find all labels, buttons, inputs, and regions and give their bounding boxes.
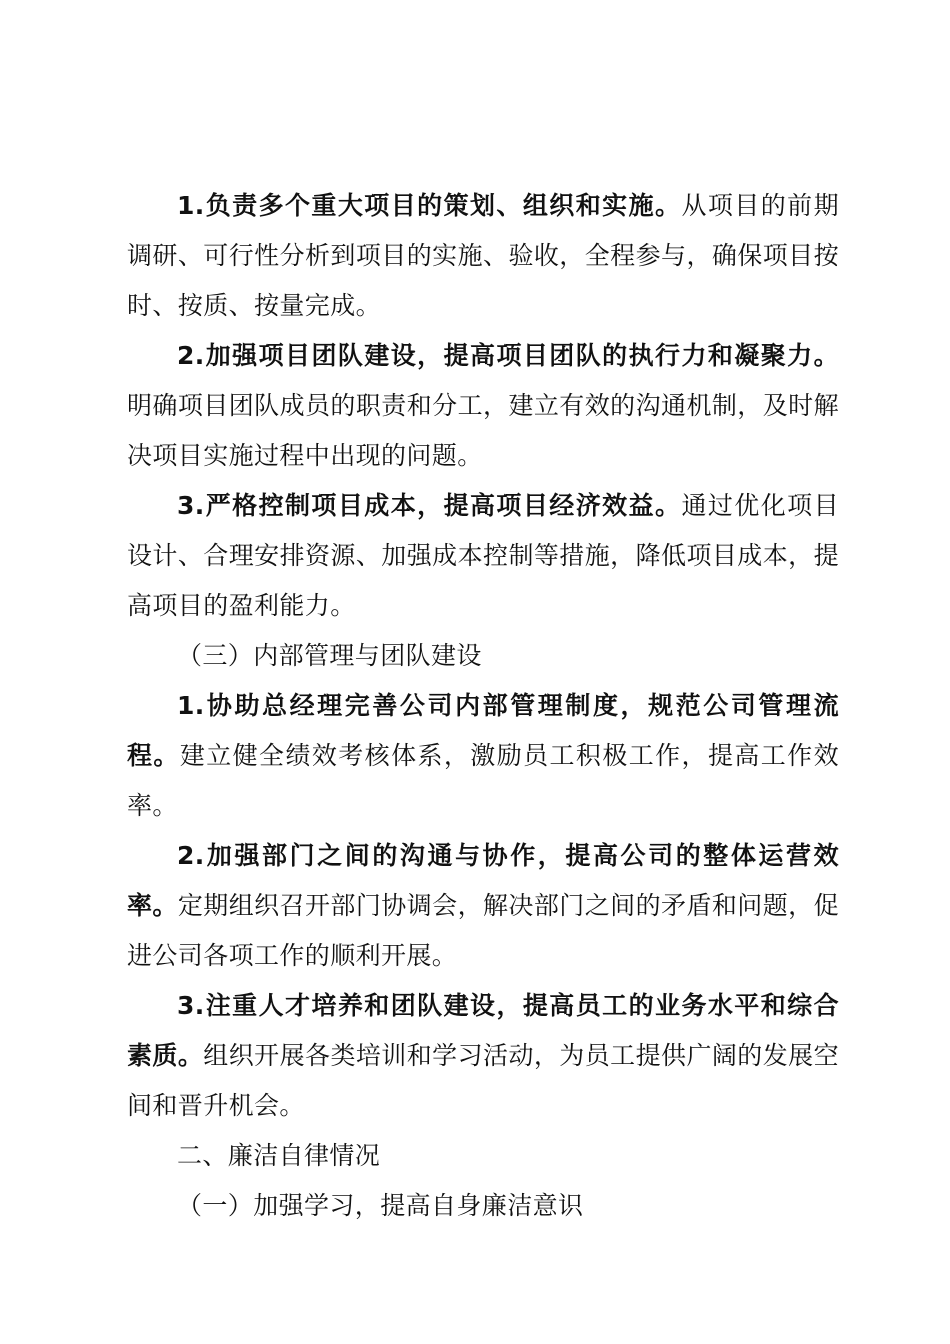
- paragraph-department-communication: [127, 831, 839, 981]
- paragraph-management-system: [127, 681, 839, 831]
- paragraph-text: 组织开展各类培训和学习活动，为员工提供广阔的发展空间和晋升机会。: [127, 1041, 839, 1120]
- subsection-heading-study: （一）加强学习，提高自身廉洁意识: [177, 1191, 584, 1220]
- document-body: [127, 181, 839, 1231]
- paragraph-lead: 2.加强部门之间的沟通与协作，提高公司的整体运营效率。: [127, 841, 839, 920]
- paragraph-text: 明确项目团队成员的职责和分工，建立有效的沟通机制，及时解决项目实施过程中出现的问题。: [127, 391, 839, 470]
- paragraph-lead: 3.注重人才培养和团队建设，提高员工的业务水平和综合素质。: [127, 991, 839, 1070]
- paragraph-lead: 3.严格控制项目成本，提高项目经济效益。: [177, 491, 682, 520]
- paragraph-lead: 1.负责多个重大项目的策划、组织和实施。: [177, 191, 682, 220]
- paragraph-talent-training: [127, 981, 839, 1131]
- paragraph-project-planning: [127, 181, 839, 331]
- section-heading-integrity: 二、廉洁自律情况: [177, 1141, 381, 1170]
- paragraph-team-building: [127, 331, 839, 481]
- paragraph-text: 建立健全绩效考核体系，激励员工积极工作，提高工作效率。: [127, 741, 839, 820]
- paragraph-lead: 2.加强项目团队建设，提高项目团队的执行力和凝聚力。: [177, 341, 839, 370]
- paragraph-cost-control: [127, 481, 839, 631]
- paragraph-text: 通过优化项目设计、合理安排资源、加强成本控制等措施，降低项目成本，提高项目的盈利能力。: [127, 491, 839, 620]
- paragraph-text: 从项目的前期调研、可行性分析到项目的实施、验收，全程参与，确保项目按时、按质、按量完成。: [127, 191, 839, 320]
- paragraph-lead: 1.协助总经理完善公司内部管理制度，规范公司管理流程。: [127, 691, 839, 770]
- paragraph-text: 定期组织召开部门协调会，解决部门之间的矛盾和问题，促进公司各项工作的顺利开展。: [127, 891, 839, 970]
- section-heading-internal-management: （三）内部管理与团队建设: [177, 641, 482, 670]
